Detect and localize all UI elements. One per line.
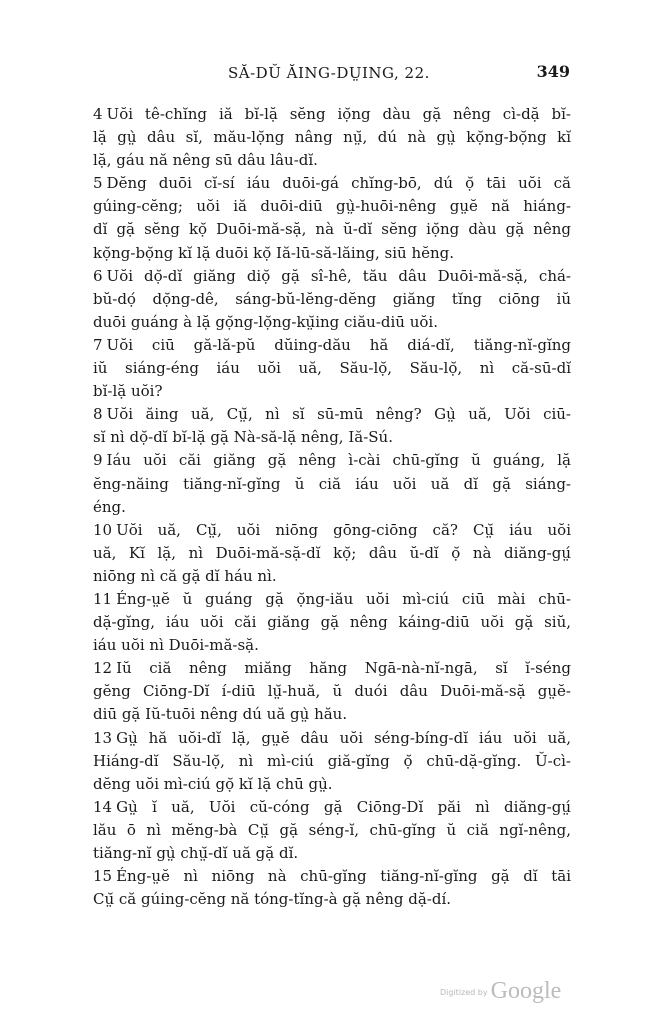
verse-text: Éng-ṳĕ nì niōng nà chū-gĭng tiăng-nĭ-gĭng gặ dĭ tāi: [116, 867, 571, 886]
verse-6: [93, 265, 571, 334]
verse-line: [93, 334, 571, 357]
verse-line: [93, 172, 571, 195]
verse-number: 15: [93, 867, 113, 886]
verse-number: 4: [93, 105, 103, 123]
verse-12: [93, 657, 571, 726]
verse-14: [93, 796, 571, 865]
verse-number: 11: [93, 589, 113, 608]
running-title: SĂ-DŬ ĂING-DṲING, 22.: [228, 64, 430, 82]
verse-line: tiăng-nĭ gṳ̀ chṳ̆-dĭ uă gặ dĭ.: [93, 844, 299, 862]
verse-number: 6: [93, 266, 103, 285]
verse-line: éng.: [93, 497, 126, 516]
verse-9: [93, 449, 571, 518]
verse-line: [93, 403, 571, 426]
verse-5: [93, 172, 571, 264]
verse-line: [93, 449, 571, 472]
verse-line: niōng nì că gặ dĭ háu nì.: [93, 566, 277, 585]
verse-text: Uŏi dọ̆-dĭ giăng diọ̆ gặ sî-hê, tău dâu Duōi-mă-sặ, chá-: [106, 266, 571, 285]
digitized-by-label: Digitized by: [440, 988, 488, 997]
verse-8: [93, 403, 571, 449]
verse-line: lặ gṳ̀ dâu sĭ, mău-lọ̆ng nâng nṳ̆, dú nà gṳ̀ kọ̆ng-bọ̆ng kĭ: [93, 128, 571, 147]
verse-line: [93, 265, 571, 288]
verse-number: 13: [93, 728, 113, 747]
verse-line: uă, Kĭ lặ, nì Duōi-mă-sặ-dĭ kọ̆; dâu ŭ-dĭ ọ̆ nà diăng-gṳ́: [93, 543, 571, 562]
page-number: 349: [536, 62, 570, 81]
verse-text: Dĕng duōi cĭ-sí iáu duōi-gá chĭng-bō, dú ọ̆ tāi uŏi că: [106, 174, 571, 193]
verse-line: iŭ siáng-éng iáu uŏi uă, Său-lọ̆, Său-lọ̆, nì că-sū-dĭ: [93, 359, 571, 378]
digitization-watermark: [440, 978, 561, 1005]
verse-line: sĭ nì dọ̆-dĭ bĭ-lặ gặ Nà-să-lặ nêng, Iă-Sú.: [93, 428, 393, 447]
verse-text: Iáu uŏi căi giăng gặ nêng ì-cài chū-gĭng ŭ guáng, lặ: [106, 451, 571, 470]
verse-line: [93, 865, 571, 888]
verse-text: Éng-ṳĕ ŭ guáng gặ ọ̆ng-iău uŏi mì-ciú ciū mài chū-: [116, 589, 571, 608]
verse-11: [93, 588, 571, 657]
verse-number: 8: [93, 405, 103, 424]
verse-10: [93, 519, 571, 588]
verse-line: [93, 657, 571, 680]
verse-list: [93, 103, 571, 911]
verse-line: Hiáng-dĭ Său-lọ̆, nì mì-ciú giă-gĭng ọ̆ chū-dặ-gĭng. Ŭ-cì-: [93, 751, 571, 770]
verse-13: [93, 727, 571, 796]
verse-line: dĕng uŏi mì-ciú gọ̆ kĭ lặ chū gṳ̀.: [93, 774, 333, 793]
verse-line: lặ, gáu nă nêng sū dâu lâu-dĭ.: [93, 151, 318, 170]
verse-text: Uŏi ciū gă-lă-pŭ dŭing-dău hă diá-dĭ, tiăng-nĭ-gĭng: [106, 335, 571, 354]
verse-line: ĕng-năing tiăng-nĭ-gĭng ŭ ciă iáu uŏi uă dĭ gặ siáng-: [93, 474, 571, 493]
verse-number: 12: [93, 659, 113, 678]
verse-text: Gṳ̀ ĭ uă, Uŏi cŭ-cóng gặ Ciōng-Dĭ păi nì diăng-gṳ́: [116, 797, 571, 816]
verse-text: Uŏi tê-chĭng iă bĭ-lặ sĕng iọ̆ng dàu gặ nêng cì-dặ bĭ-: [106, 105, 571, 123]
verse-line: bĭ-lặ uŏi?: [93, 382, 163, 401]
verse-line: Cṳ̆ că gúing-cĕng nă tóng-tĭng-à gặ nêng dặ-dí.: [93, 890, 452, 909]
verse-line: duōi guáng à lặ gọ̆ng-lọ̆ng-kṳ̆ing ciău-diū uŏi.: [93, 312, 438, 331]
verse-7: [93, 334, 571, 403]
verse-line: [93, 519, 571, 542]
verse-line: [93, 727, 571, 750]
verse-line: bŭ-dọ́ dọ̆ng-dê, sáng-bŭ-lĕng-dĕng giăng tĭng ciōng iŭ: [93, 289, 571, 308]
verse-line: lău ō nì mĕng-bà Cṳ̆ gặ séng-ĭ, chū-gĭng ŭ ciă ngĭ-nêng,: [93, 820, 571, 839]
verse-text: Uŏi ăing uă, Cṳ̆, nì sĭ sū-mū nêng? Gṳ̀ uă, Uŏi ciū-: [106, 405, 571, 424]
verse-line: diū gặ Iŭ-tuōi nêng dú uă gṳ̀ hău.: [93, 705, 348, 724]
verse-15: [93, 865, 571, 911]
google-logo: Google: [490, 978, 562, 1004]
verse-number: 10: [93, 520, 113, 539]
verse-line: gĕng Ciōng-Dĭ í-diū lṳ̆-huă, ŭ duói dâu Duōi-mă-sặ gṳĕ-: [93, 682, 571, 701]
verse-line: dặ-gĭng, iáu uŏi căi giăng gặ nêng káing-diū uŏi gặ siŭ,: [93, 613, 571, 632]
verse-number: 5: [93, 174, 103, 193]
verse-text: Iŭ ciă nêng miăng hăng Ngā-nà-nĭ-ngā, sĭ ĭ-séng: [116, 659, 571, 678]
verse-line: kọ̆ng-bọ̆ng kĭ lặ duōi kọ̆ Iă-lū-să-lăing, siū hĕng.: [93, 243, 455, 262]
verse-text: Uŏi uă, Cṳ̆, uŏi niōng gōng-ciōng că? Cṳ̆ iáu uŏi: [116, 520, 571, 539]
verse-line: [93, 796, 571, 819]
verse-text: Gṳ̀ hă uŏi-dĭ lặ, gṳĕ dâu uŏi séng-bíng-dĭ iáu uŏi uă,: [116, 728, 571, 747]
verse-4: [93, 103, 571, 172]
verse-number: 7: [93, 335, 103, 354]
verse-line: iáu uŏi nì Duōi-mă-sặ.: [93, 636, 259, 655]
verse-line: [93, 588, 571, 611]
verse-line: gúing-cĕng; uŏi iă duōi-diū gṳ̀-huōi-nêng gṳĕ nă hiáng-: [93, 197, 571, 216]
verse-line: [93, 103, 571, 126]
verse-number: 14: [93, 797, 113, 816]
verse-number: 9: [93, 451, 103, 470]
verse-line: dĭ gặ sĕng kọ̆ Duōi-mă-sặ, nà ŭ-dĭ sĕng iọ̆ng dàu gặ nêng: [93, 220, 571, 239]
